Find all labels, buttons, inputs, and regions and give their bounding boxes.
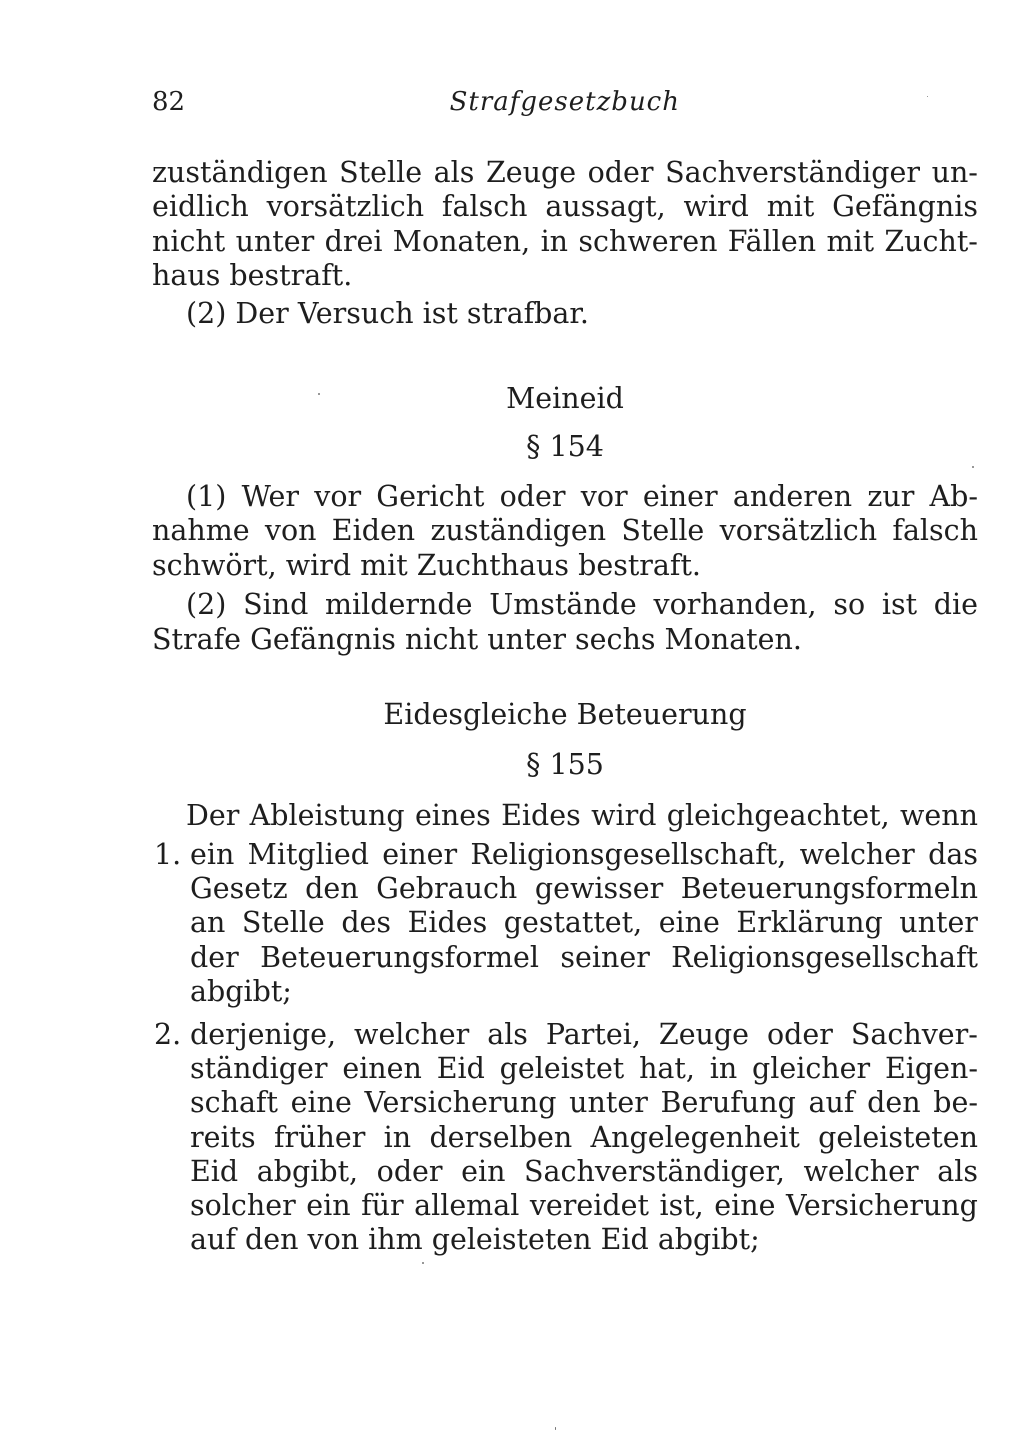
text-line: haus bestraft. [152, 259, 353, 292]
word: Eides [501, 799, 581, 832]
word: in [540, 225, 569, 258]
word: Stelle [621, 514, 705, 547]
word: allemal [414, 1189, 520, 1222]
word: mit [766, 190, 815, 223]
word: hat, [639, 1052, 695, 1085]
word: falsch [892, 514, 978, 547]
word: wird [591, 799, 657, 832]
section-number: § 155 [526, 748, 604, 781]
text-line [186, 478, 978, 516]
text-line [152, 512, 978, 550]
section-title: Meineid [506, 382, 624, 415]
word: Gefängnis [832, 190, 978, 223]
word: Zeuge [658, 1018, 750, 1051]
scan-speck [972, 466, 974, 468]
list-item-line [190, 939, 978, 977]
word: Eigen- [884, 1052, 978, 1085]
word: Eides [407, 906, 488, 939]
word: Eiden [331, 514, 416, 547]
word: anderen [732, 480, 853, 513]
scan-speck [927, 96, 928, 97]
word: ein [461, 1155, 506, 1188]
list-item-line [190, 870, 978, 908]
word: eines [414, 799, 491, 832]
page-number: 82 [152, 87, 186, 117]
word: Wer [241, 480, 300, 513]
word: vor [314, 480, 362, 513]
word: solcher [190, 1189, 296, 1222]
paragraph-2: (2) Der Versuch ist strafbar. [186, 297, 589, 330]
text-line [152, 223, 978, 261]
word: Der [186, 799, 240, 832]
word: Versicherung [785, 1189, 978, 1222]
word: der [190, 941, 239, 974]
word: auf [808, 1086, 855, 1119]
word: Religionsgesellschaft [671, 941, 978, 974]
word: Sachverständiger [665, 156, 921, 189]
running-header [152, 84, 680, 120]
word: den [867, 1086, 921, 1119]
list-item-line [190, 1119, 978, 1157]
scan-speck [555, 1427, 556, 1430]
list-item-line [190, 904, 978, 942]
text-line [186, 797, 978, 835]
word: Stelle [241, 906, 325, 939]
word: Ab- [929, 480, 978, 513]
word: welcher [803, 1155, 919, 1188]
word: geleistet [499, 1052, 625, 1085]
word: (2) [186, 588, 227, 621]
list-item-line [190, 1084, 978, 1122]
scan-speck [318, 393, 320, 395]
word: Ableistung [249, 799, 405, 832]
list-item-line: abgibt; [190, 975, 292, 1008]
word: zuständigen [430, 514, 607, 547]
word: zuständigen [152, 156, 328, 189]
running-title: Strafgesetzbuch [449, 87, 680, 117]
word: die [933, 588, 978, 621]
word: Sachverständiger, [524, 1155, 785, 1188]
section-number: § 154 [526, 430, 604, 463]
word: be- [933, 1086, 978, 1119]
word: (1) [186, 480, 227, 513]
word: Monaten, [392, 225, 531, 258]
word: reits [190, 1121, 256, 1154]
word: Stelle [339, 156, 423, 189]
word: den [305, 872, 359, 905]
text-line: Strafe Gefängnis nicht unter sechs Monaten. [152, 623, 802, 656]
word: Gesetz [190, 872, 288, 905]
word: nicht [152, 225, 226, 258]
word: ständiger [190, 1052, 328, 1085]
word: oder [376, 1155, 443, 1188]
word: nahme [152, 514, 250, 547]
list-item-line: auf den von ihm geleisteten Eid abgibt; [190, 1223, 760, 1256]
word: einer [382, 838, 458, 871]
word: einer [642, 480, 718, 513]
text-line [186, 586, 978, 624]
word: eine [290, 1086, 352, 1119]
word: Eid [190, 1155, 239, 1188]
word: eidlich [152, 190, 249, 223]
word: welcher [354, 1018, 470, 1051]
word: falsch [441, 190, 528, 223]
word: als [433, 156, 475, 189]
word: gewisser [534, 872, 664, 905]
word: Angelegenheit [590, 1121, 800, 1154]
scan-speck [422, 1262, 424, 1264]
word: ein [306, 1189, 351, 1222]
word: für [361, 1189, 404, 1222]
text-line [152, 154, 978, 192]
word: Versicherung [364, 1086, 557, 1119]
word: Gebrauch [376, 872, 518, 905]
word: oder [587, 156, 654, 189]
list-item-line [190, 1153, 978, 1191]
word: drei [324, 225, 383, 258]
word: als [937, 1155, 978, 1188]
word: früher [273, 1121, 366, 1154]
word: einen [342, 1052, 422, 1085]
word: ist, [659, 1189, 704, 1222]
word: von [264, 514, 317, 547]
word: so [833, 588, 866, 621]
word: Sachver- [850, 1018, 978, 1051]
list-item-line [190, 1187, 978, 1225]
word: Zeuge [485, 156, 577, 189]
word: ist [881, 588, 918, 621]
word: gestattet, [503, 906, 643, 939]
word: schaft [190, 1086, 278, 1119]
word: Eid [436, 1052, 485, 1085]
word: zur [867, 480, 915, 513]
word: Berufung [660, 1086, 796, 1119]
word: Beteuerungsformeln [680, 872, 978, 905]
word: Mitglied [247, 838, 369, 871]
list-item-line [190, 1050, 978, 1088]
list-item-line [190, 1016, 978, 1054]
word: wird [683, 190, 749, 223]
section-title: Eidesgleiche Beteuerung [383, 698, 747, 731]
text-line: schwört, wird mit Zuchthaus bestraft. [152, 549, 701, 582]
word: in [383, 1121, 412, 1154]
word: gleichgeachtet, [666, 799, 890, 832]
word: ein [190, 838, 235, 871]
word: geleisteten [818, 1121, 978, 1154]
word: Fällen [727, 225, 817, 258]
word: unter [569, 1086, 648, 1119]
list-item-line [190, 836, 978, 874]
word: Sind [243, 588, 309, 621]
word: oder [767, 1018, 833, 1051]
word: mildernde [325, 588, 473, 621]
word: welcher [799, 838, 915, 871]
word: gleicher [752, 1052, 871, 1085]
word: Umstände [489, 588, 637, 621]
word: das [928, 838, 978, 871]
word: unter [899, 906, 978, 939]
word: vorsätzlich [719, 514, 878, 547]
word: mit [826, 225, 875, 258]
list-item-number: 2. [154, 1018, 182, 1051]
word: Beteuerungsformel [260, 941, 539, 974]
word: vorhanden, [653, 588, 817, 621]
word: derselben [429, 1121, 573, 1154]
word: derjenige, [190, 1018, 337, 1051]
word: Zucht- [884, 225, 978, 258]
word: wenn [900, 799, 978, 832]
word: in [709, 1052, 738, 1085]
word: unter [235, 225, 315, 258]
list-item-number: 1. [154, 838, 182, 871]
word: vereidet [529, 1189, 649, 1222]
word: un- [931, 156, 978, 189]
word: vorsätzlich [266, 190, 425, 223]
word: aussagt, [545, 190, 666, 223]
text-line [152, 188, 978, 226]
word: als [487, 1018, 528, 1051]
word: Erklärung [736, 906, 883, 939]
word: des [341, 906, 392, 939]
word: vor [580, 480, 628, 513]
word: oder [499, 480, 566, 513]
word: Partei, [545, 1018, 641, 1051]
word: Religionsgesellschaft, [470, 838, 787, 871]
word: an [190, 906, 226, 939]
word: Gericht [376, 480, 485, 513]
word: eine [714, 1189, 776, 1222]
word: eine [658, 906, 720, 939]
word: seiner [560, 941, 650, 974]
word: schweren [578, 225, 718, 258]
word: abgibt, [256, 1155, 359, 1188]
